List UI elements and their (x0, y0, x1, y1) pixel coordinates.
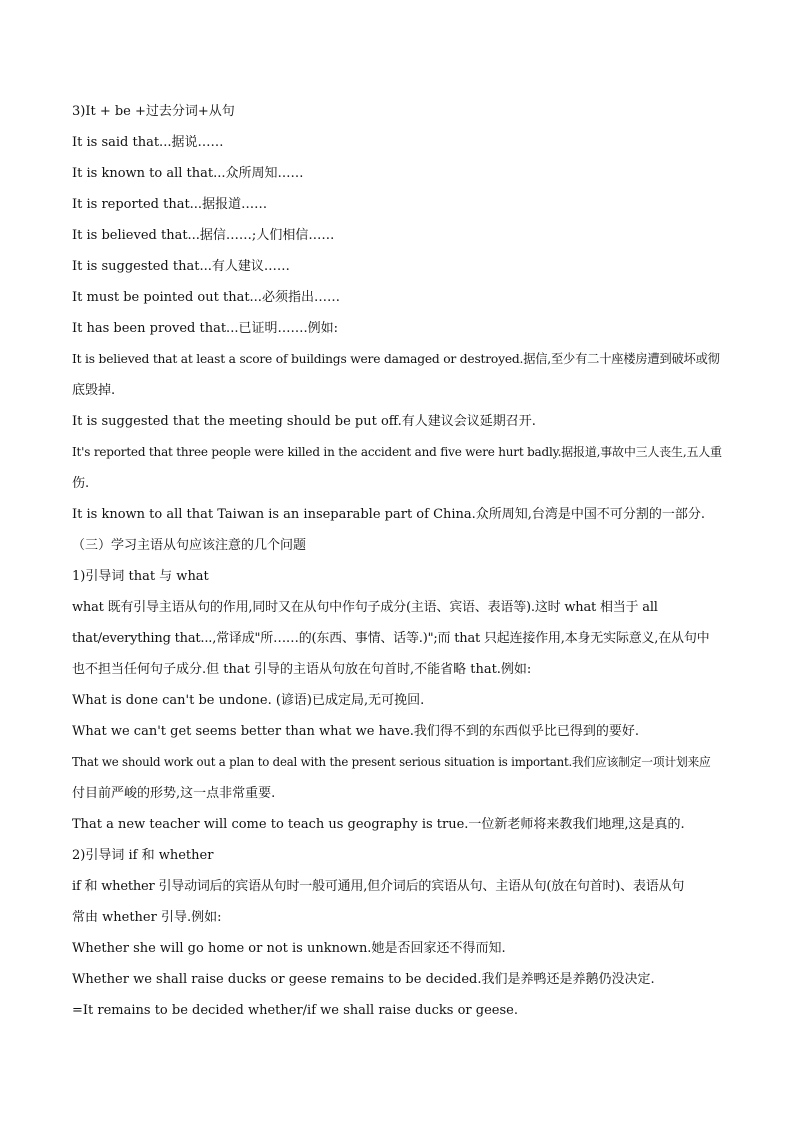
pattern-it-is-known: It is known to all that...众所周知…… (72, 166, 304, 181)
example-line: It's reported that three people were killed in the accident and five were hurt badly.据报道,事故中三人丧生,五人重 (72, 445, 722, 459)
example-it-remains-to-be-decided: =It remains to be decided whether/if we shall raise ducks or geese. (72, 1003, 518, 1018)
pattern-it-is-reported: It is reported that...据报道…… (72, 197, 268, 212)
example-line: 付目前严峻的形势,这一点非常重要. (72, 786, 276, 801)
pattern-it-has-been-proved: It has been proved that...已证明…….例如: (72, 321, 338, 336)
pattern-it-is-believed: It is believed that...据信……;人们相信…… (72, 228, 335, 243)
example-taiwan: It is known to all that Taiwan is an inseparable part of China.众所周知,台湾是中国不可分割的一部分. (72, 507, 706, 522)
example-new-teacher: That a new teacher will come to teach us geography is true.一位新老师将来教我们地理,这是真的. (72, 817, 685, 832)
example-accident-report (72, 437, 724, 499)
example-line: It is believed that at least a score of buildings were damaged or destroyed.据信,至少有二十座楼房遭到破坏或彻 (72, 352, 720, 366)
example-what-is-done: What is done can't be undone. (谚语)已成定局,无可挽回. (72, 693, 425, 708)
section-heading-subject-clause-notes: （三）学习主语从句应该注意的几个问题 (72, 538, 307, 553)
example-what-we-cant-get: What we can't get seems better than what we have.我们得不到的东西似乎比已得到的要好. (72, 724, 640, 739)
explanation-line: if 和 whether 引导动词后的宾语从句时一般可通用,但介词后的宾语从句、主语从句(放在句首时)、表语从句 (72, 879, 685, 894)
subheading-that-and-what: 1)引导词 that 与 what (72, 569, 209, 584)
explanation-line: that/everything that...,常译成"所……的(东西、事情、话等.)";而 that 只起连接作用,本身无实际意义,在从句中 (72, 631, 710, 646)
pattern-it-is-suggested: It is suggested that...有人建议…… (72, 259, 290, 274)
pattern-it-must-be-pointed-out: It must be pointed out that...必须指出…… (72, 290, 340, 305)
explanation-if-vs-whether (72, 871, 724, 933)
example-ducks-or-geese: Whether we shall raise ducks or geese remains to be decided.我们是养鸭还是养鹅仍没决定. (72, 972, 655, 987)
section-heading-it-be-past-participle: 3)It + be +过去分词+从句 (72, 104, 235, 119)
example-meeting-put-off: It is suggested that the meeting should be put off.有人建议会议延期召开. (72, 414, 536, 429)
explanation-line: 常由 whether 引导.例如: (72, 910, 222, 925)
example-buildings-damaged (72, 344, 724, 406)
example-line: 底毁掉. (72, 383, 116, 398)
explanation-line: what 既有引导主语从句的作用,同时又在从句中作句子成分(主语、宾语、表语等).这时 what 相当于 all (72, 600, 658, 615)
subheading-if-and-whether: 2)引导词 if 和 whether (72, 848, 214, 863)
pattern-it-is-said: It is said that...据说…… (72, 135, 224, 150)
example-whether-she-will-go-home: Whether she will go home or not is unknown.她是否回家还不得而知. (72, 941, 506, 956)
example-plan-situation (72, 747, 724, 809)
example-line: 伤. (72, 476, 90, 491)
example-line: That we should work out a plan to deal with the present serious situation is important.我们应该制定一项计划来应 (72, 755, 711, 769)
explanation-line: 也不担当任何句子成分.但 that 引导的主语从句放在句首时,不能省略 that.例如: (72, 662, 532, 677)
explanation-what-vs-that (72, 592, 724, 685)
document-body (72, 96, 724, 1026)
